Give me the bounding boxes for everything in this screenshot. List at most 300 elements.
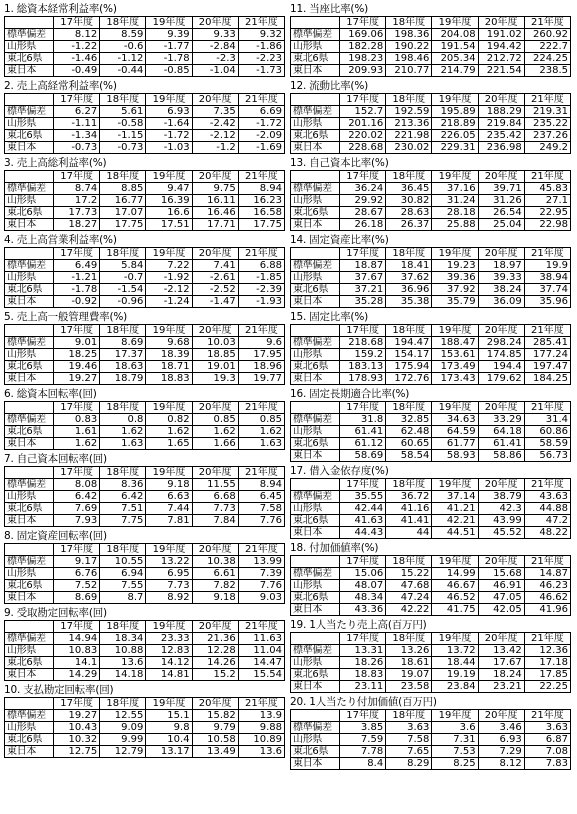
value-cell: 64.18: [478, 426, 524, 438]
year-header: 20年度: [192, 467, 238, 479]
header-row: [291, 402, 571, 414]
year-header: 18年度: [386, 94, 432, 106]
year-header: 20年度: [192, 544, 238, 556]
value-cell: 8.85: [100, 183, 146, 195]
value-cell: 198.46: [386, 53, 432, 65]
value-cell: 16.77: [100, 195, 146, 207]
row-label: 山形県: [291, 734, 340, 746]
year-header: 20年度: [478, 556, 524, 568]
value-cell: 7.65: [386, 746, 432, 758]
value-cell: 48.34: [340, 592, 386, 604]
table-row: [291, 272, 571, 284]
value-cell: 14.47: [238, 657, 284, 669]
indicator-table: [4, 247, 285, 308]
value-cell: 224.25: [524, 53, 570, 65]
value-cell: 230.02: [386, 142, 432, 154]
row-label: 東日本: [5, 746, 54, 758]
year-header: 18年度: [386, 171, 432, 183]
year-header: 17年度: [54, 402, 100, 414]
row-label: 東日本: [5, 65, 54, 77]
value-cell: 7.35: [192, 106, 238, 118]
table-row: [5, 219, 285, 231]
value-cell: 61.41: [478, 438, 524, 450]
value-cell: 26.37: [386, 219, 432, 231]
indicator-table: [290, 247, 571, 308]
value-cell: 7.76: [238, 580, 284, 592]
table-row: [5, 118, 285, 130]
table-row: [291, 142, 571, 154]
value-cell: 31.24: [432, 195, 478, 207]
row-label: 標準偏差: [291, 568, 340, 580]
row-label: 標準偏差: [5, 710, 54, 722]
table-row: [5, 734, 285, 746]
year-header: 18年度: [100, 17, 146, 29]
value-cell: 1.62: [192, 426, 238, 438]
value-cell: -1.2: [192, 142, 238, 154]
value-cell: -0.92: [54, 296, 100, 308]
row-label: 東北6県: [291, 130, 340, 142]
table-row: [291, 361, 571, 373]
value-cell: 35.96: [524, 296, 570, 308]
value-cell: -1.69: [238, 142, 284, 154]
value-cell: 11.04: [238, 645, 284, 657]
table-row: [291, 349, 571, 361]
table-row: [291, 746, 571, 758]
indicator-section: [290, 542, 571, 619]
year-header: 21年度: [238, 248, 284, 260]
year-header: 20年度: [192, 94, 238, 106]
section-title: 5. 売上高一般管理費率(%): [4, 311, 128, 323]
value-cell: 15.2: [192, 669, 238, 681]
header-row: [5, 467, 285, 479]
value-cell: 22.98: [524, 219, 570, 231]
value-cell: 35.55: [340, 491, 386, 503]
value-cell: 3.46: [478, 722, 524, 734]
value-cell: 58.86: [478, 450, 524, 462]
value-cell: 10.43: [54, 722, 100, 734]
row-label: 東北6県: [291, 361, 340, 373]
value-cell: 62.48: [386, 426, 432, 438]
table-row: [5, 195, 285, 207]
value-cell: 6.93: [146, 106, 192, 118]
value-cell: 18.96: [238, 361, 284, 373]
value-cell: -1.86: [238, 41, 284, 53]
value-cell: 201.16: [340, 118, 386, 130]
year-header: 18年度: [386, 710, 432, 722]
value-cell: 226.05: [432, 130, 478, 142]
section-title: 16. 固定長期適合比率(%): [290, 388, 410, 400]
indicator-table: [290, 324, 571, 385]
year-header: 17年度: [54, 171, 100, 183]
value-cell: 7.75: [100, 515, 146, 527]
value-cell: 61.12: [340, 438, 386, 450]
value-cell: 18.71: [146, 361, 192, 373]
year-header: 19年度: [432, 402, 478, 414]
value-cell: 9.18: [192, 592, 238, 604]
value-cell: 1.62: [100, 426, 146, 438]
value-cell: 6.69: [238, 106, 284, 118]
value-cell: 7.73: [192, 503, 238, 515]
table-row: [5, 349, 285, 361]
year-header: 21年度: [238, 621, 284, 633]
table-row: [291, 426, 571, 438]
header-row: [291, 171, 571, 183]
table-row: [291, 284, 571, 296]
year-header: 17年度: [54, 467, 100, 479]
value-cell: 35.38: [386, 296, 432, 308]
row-label: 東北6県: [5, 734, 54, 746]
row-label: 東日本: [5, 669, 54, 681]
row-label: 標準偏差: [5, 106, 54, 118]
value-cell: 41.75: [432, 604, 478, 616]
table-row: [5, 260, 285, 272]
year-header: 20年度: [192, 698, 238, 710]
row-label: 山形県: [291, 503, 340, 515]
value-cell: 13.99: [238, 556, 284, 568]
row-label: 山形県: [5, 645, 54, 657]
value-cell: 23.58: [386, 681, 432, 693]
section-title: 2. 売上高経常利益率(%): [4, 80, 117, 92]
value-cell: 41.21: [432, 503, 478, 515]
indicator-table: [4, 16, 285, 77]
indicator-section: [290, 619, 571, 696]
value-cell: -0.7: [100, 272, 146, 284]
table-row: [5, 337, 285, 349]
value-cell: -2.61: [192, 272, 238, 284]
indicator-section: [290, 234, 571, 311]
year-header: 20年度: [192, 17, 238, 29]
value-cell: 198.36: [386, 29, 432, 41]
value-cell: 0.85: [238, 414, 284, 426]
value-cell: 12.75: [54, 746, 100, 758]
row-label: 東北6県: [5, 580, 54, 592]
year-header: 20年度: [192, 402, 238, 414]
header-row: [291, 556, 571, 568]
header-row: [5, 248, 285, 260]
value-cell: 6.49: [54, 260, 100, 272]
table-row: [5, 373, 285, 385]
value-cell: 37.67: [340, 272, 386, 284]
value-cell: 8.29: [386, 758, 432, 770]
value-cell: 12.36: [524, 645, 570, 657]
year-header: 17年度: [340, 248, 386, 260]
value-cell: -1.12: [100, 53, 146, 65]
value-cell: 31.26: [478, 195, 524, 207]
value-cell: 8.92: [146, 592, 192, 604]
value-cell: 61.41: [340, 426, 386, 438]
value-cell: 6.94: [100, 568, 146, 580]
row-label: 山形県: [5, 491, 54, 503]
value-cell: 6.42: [100, 491, 146, 503]
header-row: [5, 94, 285, 106]
value-cell: 18.41: [386, 260, 432, 272]
value-cell: -1.72: [146, 130, 192, 142]
value-cell: 7.58: [386, 734, 432, 746]
value-cell: 18.61: [386, 657, 432, 669]
value-cell: 26.18: [340, 219, 386, 231]
year-header: 18年度: [100, 325, 146, 337]
value-cell: -1.85: [238, 272, 284, 284]
value-cell: 23.21: [478, 681, 524, 693]
value-cell: 6.42: [54, 491, 100, 503]
corner-cell: [291, 402, 340, 414]
value-cell: 28.18: [432, 207, 478, 219]
year-header: 19年度: [432, 710, 478, 722]
indicator-section: [290, 696, 571, 770]
corner-cell: [291, 479, 340, 491]
value-cell: 183.13: [340, 361, 386, 373]
row-label: 山形県: [291, 580, 340, 592]
value-cell: -2.23: [238, 53, 284, 65]
value-cell: 31.8: [340, 414, 386, 426]
row-label: 東北6県: [5, 657, 54, 669]
value-cell: 13.9: [238, 710, 284, 722]
table-row: [291, 183, 571, 195]
value-cell: 9.88: [238, 722, 284, 734]
table-row: [291, 580, 571, 592]
value-cell: 46.52: [432, 592, 478, 604]
value-cell: 173.49: [432, 361, 478, 373]
row-label: 標準偏差: [5, 556, 54, 568]
table-row: [291, 41, 571, 53]
row-label: 東北6県: [291, 207, 340, 219]
year-header: 17年度: [340, 17, 386, 29]
row-label: 東日本: [291, 65, 340, 77]
value-cell: -2.12: [146, 284, 192, 296]
row-label: 東日本: [291, 142, 340, 154]
value-cell: 235.42: [478, 130, 524, 142]
corner-cell: [291, 171, 340, 183]
year-header: 21年度: [524, 17, 570, 29]
value-cell: 64.59: [432, 426, 478, 438]
row-label: 標準偏差: [291, 722, 340, 734]
indicator-section: [4, 388, 285, 453]
year-header: 18年度: [100, 621, 146, 633]
year-header: 20年度: [478, 479, 524, 491]
value-cell: 18.34: [100, 633, 146, 645]
value-cell: -2.3: [192, 53, 238, 65]
value-cell: 18.26: [340, 657, 386, 669]
value-cell: 159.2: [340, 349, 386, 361]
table-row: [5, 515, 285, 527]
value-cell: 41.63: [340, 515, 386, 527]
section-title: 1. 総資本経常利益率(%): [4, 3, 117, 15]
year-header: 19年度: [146, 171, 192, 183]
value-cell: 17.85: [524, 669, 570, 681]
row-label: 山形県: [291, 657, 340, 669]
value-cell: 214.79: [432, 65, 478, 77]
value-cell: 42.3: [478, 503, 524, 515]
value-cell: 26.54: [478, 207, 524, 219]
value-cell: 37.92: [432, 284, 478, 296]
table-row: [5, 580, 285, 592]
year-header: 17年度: [54, 621, 100, 633]
value-cell: 18.87: [340, 260, 386, 272]
header-row: [291, 325, 571, 337]
value-cell: 236.98: [478, 142, 524, 154]
section-title: 4. 売上高営業利益率(%): [4, 234, 117, 246]
value-cell: -0.73: [100, 142, 146, 154]
year-header: 19年度: [146, 402, 192, 414]
year-header: 18年度: [100, 467, 146, 479]
year-header: 17年度: [54, 248, 100, 260]
indicator-table: [290, 632, 571, 693]
value-cell: 19.19: [432, 669, 478, 681]
corner-cell: [291, 556, 340, 568]
year-header: 19年度: [146, 544, 192, 556]
year-header: 20年度: [192, 325, 238, 337]
value-cell: 18.83: [146, 373, 192, 385]
value-cell: 41.41: [386, 515, 432, 527]
value-cell: 58.69: [340, 450, 386, 462]
value-cell: 16.58: [238, 207, 284, 219]
value-cell: -1.11: [54, 118, 100, 130]
indicator-table: [290, 16, 571, 77]
value-cell: 7.44: [146, 503, 192, 515]
year-header: 18年度: [100, 94, 146, 106]
value-cell: -2.09: [238, 130, 284, 142]
year-header: 17年度: [340, 633, 386, 645]
table-row: [291, 568, 571, 580]
value-cell: -1.77: [146, 41, 192, 53]
indicator-table: [4, 543, 285, 604]
indicator-table: [4, 170, 285, 231]
value-cell: 45.52: [478, 527, 524, 539]
table-row: [5, 479, 285, 491]
value-cell: 13.22: [146, 556, 192, 568]
value-cell: 11.55: [192, 479, 238, 491]
indicator-table: [4, 324, 285, 385]
header-row: [5, 325, 285, 337]
year-header: 18年度: [386, 402, 432, 414]
table-row: [5, 41, 285, 53]
value-cell: 15.06: [340, 568, 386, 580]
value-cell: 7.53: [432, 746, 478, 758]
year-header: 19年度: [146, 467, 192, 479]
value-cell: 9.8: [146, 722, 192, 734]
year-header: 20年度: [478, 17, 524, 29]
header-row: [5, 17, 285, 29]
value-cell: 190.22: [386, 41, 432, 53]
value-cell: -1.64: [146, 118, 192, 130]
table-row: [291, 450, 571, 462]
indicator-section: [4, 684, 285, 758]
year-header: 21年度: [238, 171, 284, 183]
indicator-section: [4, 80, 285, 157]
value-cell: 10.89: [238, 734, 284, 746]
value-cell: 32.85: [386, 414, 432, 426]
value-cell: 197.47: [524, 361, 570, 373]
table-row: [291, 373, 571, 385]
value-cell: 46.91: [478, 580, 524, 592]
value-cell: 182.28: [340, 41, 386, 53]
value-cell: 1.63: [238, 438, 284, 450]
year-header: 19年度: [146, 248, 192, 260]
value-cell: 46.23: [524, 580, 570, 592]
year-header: 19年度: [432, 633, 478, 645]
value-cell: 13.49: [192, 746, 238, 758]
value-cell: 17.73: [54, 207, 100, 219]
value-cell: 10.58: [192, 734, 238, 746]
table-row: [5, 65, 285, 77]
value-cell: 8.69: [54, 592, 100, 604]
row-label: 東北6県: [5, 503, 54, 515]
corner-cell: [291, 94, 340, 106]
row-label: 標準偏差: [5, 479, 54, 491]
header-row: [5, 621, 285, 633]
value-cell: 17.71: [192, 219, 238, 231]
row-label: 標準偏差: [291, 337, 340, 349]
section-title: 17. 借入金依存度(%): [290, 465, 389, 477]
value-cell: 3.63: [386, 722, 432, 734]
value-cell: 7.51: [100, 503, 146, 515]
year-header: 21年度: [524, 710, 570, 722]
section-title: 7. 自己資本回転率(回): [4, 453, 107, 465]
year-header: 18年度: [386, 479, 432, 491]
value-cell: 204.08: [432, 29, 478, 41]
row-label: 東日本: [291, 219, 340, 231]
table-row: [5, 296, 285, 308]
value-cell: 19.3: [192, 373, 238, 385]
table-row: [291, 758, 571, 770]
corner-cell: [291, 633, 340, 645]
value-cell: 39.36: [432, 272, 478, 284]
value-cell: 43.63: [524, 491, 570, 503]
value-cell: 56.73: [524, 450, 570, 462]
year-header: 21年度: [238, 402, 284, 414]
value-cell: 7.76: [238, 515, 284, 527]
value-cell: -1.47: [192, 296, 238, 308]
value-cell: 1.62: [54, 438, 100, 450]
value-cell: 218.68: [340, 337, 386, 349]
value-cell: 1.62: [238, 426, 284, 438]
value-cell: 9.99: [100, 734, 146, 746]
value-cell: 41.16: [386, 503, 432, 515]
value-cell: -1.46: [54, 53, 100, 65]
value-cell: 1.66: [192, 438, 238, 450]
value-cell: 9.32: [238, 29, 284, 41]
value-cell: 0.83: [54, 414, 100, 426]
year-header: 17年度: [54, 544, 100, 556]
value-cell: -1.93: [238, 296, 284, 308]
table-row: [291, 604, 571, 616]
year-header: 18年度: [100, 402, 146, 414]
value-cell: 198.23: [340, 53, 386, 65]
table-row: [291, 592, 571, 604]
table-row: [291, 207, 571, 219]
value-cell: 18.83: [340, 669, 386, 681]
indicator-section: [290, 465, 571, 542]
value-cell: 22.25: [524, 681, 570, 693]
row-label: 東北6県: [5, 130, 54, 142]
header-row: [291, 710, 571, 722]
row-label: 東日本: [5, 142, 54, 154]
row-label: 東北6県: [291, 592, 340, 604]
value-cell: -0.85: [146, 65, 192, 77]
table-row: [5, 746, 285, 758]
value-cell: 18.27: [54, 219, 100, 231]
value-cell: 219.31: [524, 106, 570, 118]
value-cell: 17.51: [146, 219, 192, 231]
year-header: 19年度: [432, 17, 478, 29]
table-row: [5, 53, 285, 65]
table-row: [291, 106, 571, 118]
year-header: 19年度: [146, 698, 192, 710]
value-cell: 43.36: [340, 604, 386, 616]
row-label: 東日本: [291, 296, 340, 308]
value-cell: -1.21: [54, 272, 100, 284]
indicator-section: [290, 388, 571, 465]
